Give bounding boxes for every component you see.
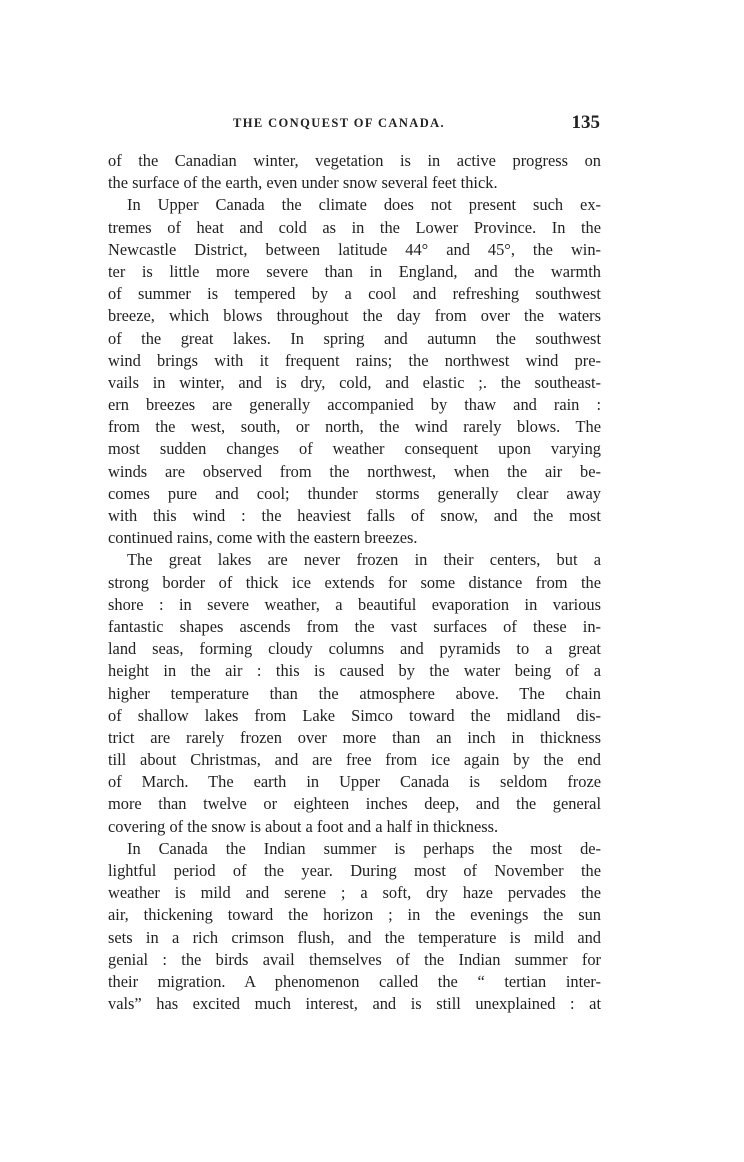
text-line: from the west, south, or north, the wind rarely blows. The — [108, 417, 601, 437]
text-line: The great lakes are never frozen in their centers, but a — [127, 550, 601, 570]
text-line: of the great lakes. In spring and autumn the southwest — [108, 328, 601, 348]
text-line: shore : in severe weather, a beautiful evaporation in various — [108, 594, 601, 614]
text-line: covering of the snow is about a foot and a half in thickness. — [108, 816, 499, 836]
text-line: strong border of thick ice extends for some distance from the — [108, 572, 601, 592]
running-head — [108, 112, 600, 134]
text-line: trict are rarely frozen over more than an inch in thickness — [108, 727, 601, 747]
text-line: weather is mild and serene ; a soft, dry haze pervades the — [108, 883, 601, 903]
text-line: vals” has excited much interest, and is still unexplained : at — [108, 994, 601, 1014]
text-line: more than twelve or eighteen inches deep, and the general — [108, 794, 601, 814]
text-line: Newcastle District, between latitude 44° and 45°, the win- — [108, 239, 601, 259]
text-line: fantastic shapes ascends from the vast surfaces of these in- — [108, 616, 601, 636]
text-line: vails in winter, and is dry, cold, and elastic ;. the southeast- — [108, 372, 601, 392]
text-line: most sudden changes of weather consequent upon varying — [108, 439, 601, 459]
text-line: with this wind : the heaviest falls of snow, and the most — [108, 506, 601, 525]
text-line: wind brings with it frequent rains; the northwest wind pre- — [108, 350, 601, 370]
text-line: sets in a rich crimson flush, and the temperature is mild and — [108, 927, 601, 947]
body-text — [108, 150, 601, 1015]
text-line: ter is little more severe than in England, and the warmth — [108, 261, 601, 281]
text-line: breeze, which blows throughout the day from over the waters — [108, 306, 601, 326]
text-line: winds are observed from the northwest, when the air be- — [108, 461, 601, 481]
text-line: air, thickening toward the horizon ; in the evenings the sun — [108, 905, 601, 925]
running-title: THE CONQUEST OF CANADA. — [233, 116, 446, 130]
text-line: continued rains, come with the eastern breezes. — [108, 528, 418, 548]
text-line: In Upper Canada the climate does not present such ex- — [127, 195, 601, 215]
text-line: ern breezes are generally accompanied by thaw and rain : — [108, 395, 601, 415]
text-line: their migration. A phenomenon called the “ tertian inter- — [108, 971, 601, 991]
text-line: of summer is tempered by a cool and refreshing southwest — [108, 284, 601, 304]
text-line: lightful period of the year. During most of November the — [108, 861, 601, 880]
text-line: tremes of heat and cold as in the Lower Province. In the — [108, 217, 601, 237]
text-line: land seas, forming cloudy columns and pyramids to a great — [108, 639, 601, 659]
text-line: In Canada the Indian summer is perhaps the most de- — [127, 838, 601, 858]
page-number: 135 — [571, 112, 600, 133]
text-line: height in the air : this is caused by the water being of a — [108, 661, 601, 681]
text-line: of March. The earth in Upper Canada is seldom froze — [108, 772, 601, 792]
text-line: higher temperature than the atmosphere above. The chain — [108, 683, 601, 703]
text-line: the surface of the earth, even under snow several feet thick. — [108, 173, 498, 193]
text-line: of the Canadian winter, vegetation is in active progress on — [108, 151, 601, 170]
text-line: till about Christmas, and are free from ice again by the end — [108, 750, 601, 770]
text-line: of shallow lakes from Lake Simco toward the midland dis- — [108, 705, 601, 725]
text-line: genial : the birds avail themselves of the Indian summer for — [108, 949, 601, 969]
text-line: comes pure and cool; thunder storms generally clear away — [108, 483, 601, 503]
